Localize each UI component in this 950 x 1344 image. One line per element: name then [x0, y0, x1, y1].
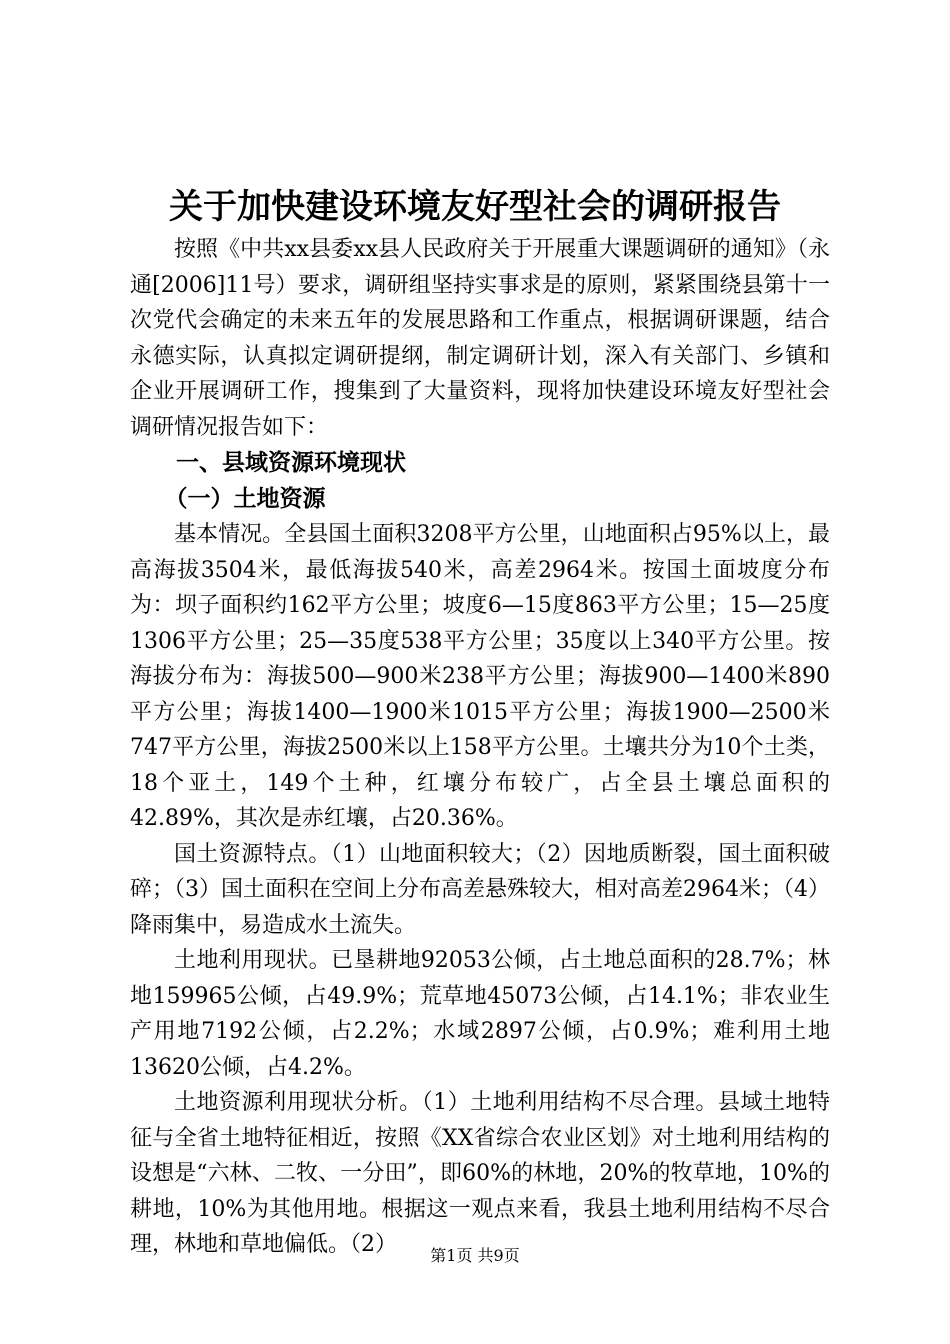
- land-analysis-paragraph: 土地资源利用现状分析。（1）土地利用结构不尽合理。县域土地特征与全省土地特征相近，按照《XX省综合农业区划》对土地利用结构的设想是“六林、二牧、一分田”，即60%的林地，20%的牧草地，10%的耕地，10%为其他用地。根据这一观点来看，我县土地利用结构不尽合理，林地和草地偏低。（2）: [130, 1090, 830, 1257]
- section-heading: 一、县域资源环境现状: [176, 449, 406, 476]
- document-title: 关于加快建设环境友好型社会的调研报告: [169, 187, 781, 227]
- land-use-paragraph: 土地利用现状。已垦耕地92053公倾，占土地总面积的28.7%；林地159965公倾，占49.9%；荒草地45073公倾，占14.1%；非农业生产用地7192公倾，占2.2%；水域2897公倾，占0.9%；难利用土地13620公倾，占4.2%。: [130, 948, 830, 1080]
- intro-paragraph: 按照《中共xx县委xx县人民政府关于开展重大课题调研的通知》（永通[2006]11号）要求，调研组坚持实事求是的原则，紧紧围绕县第十一次党代会确定的未来五年的发展思路和工作重点，根据调研课题，结合永德实际，认真拟定调研提纲，制定调研计划，深入有关部门、乡镇和企业开展调研工作，搜集到了大量资料，现将加快建设环境友好型社会调研情况报告如下：: [130, 237, 830, 440]
- page-footer: 第1页 共9页: [430, 1246, 520, 1265]
- basic-info-paragraph: 基本情况。全县国土面积3208平方公里，山地面积占95%以上，最高海拔3504米，最低海拔540米，高差2964米。按国土面坡度分布为：坝子面积约162平方公里；坡度6—15度863平方公里；15—25度1306平方公里；25—35度538平方公里；35度以上340平方公里。按海拔分布为：海拔500—900米238平方公里；海拔900—1400米890平方公里；海拔1400—1900米1015平方公里；海拔1900—2500米747平方公里，海拔2500米以上158平方公里。土壤共分为10个土类，18个亚土，149个土种，红壤分布较广，占全县土壤总面积的42.89%，其次是赤红壤，占20.36%。: [130, 522, 830, 831]
- document-body: [130, 232, 830, 1263]
- subsection-heading: （一）土地资源: [164, 485, 326, 512]
- land-features-paragraph: 国土资源特点。（1）山地面积较大；（2）因地质断裂，国土面积破碎；（3）国土面积在空间上分布高差悬殊较大，相对高差2964米；（4）降雨集中，易造成水土流失。: [130, 841, 830, 938]
